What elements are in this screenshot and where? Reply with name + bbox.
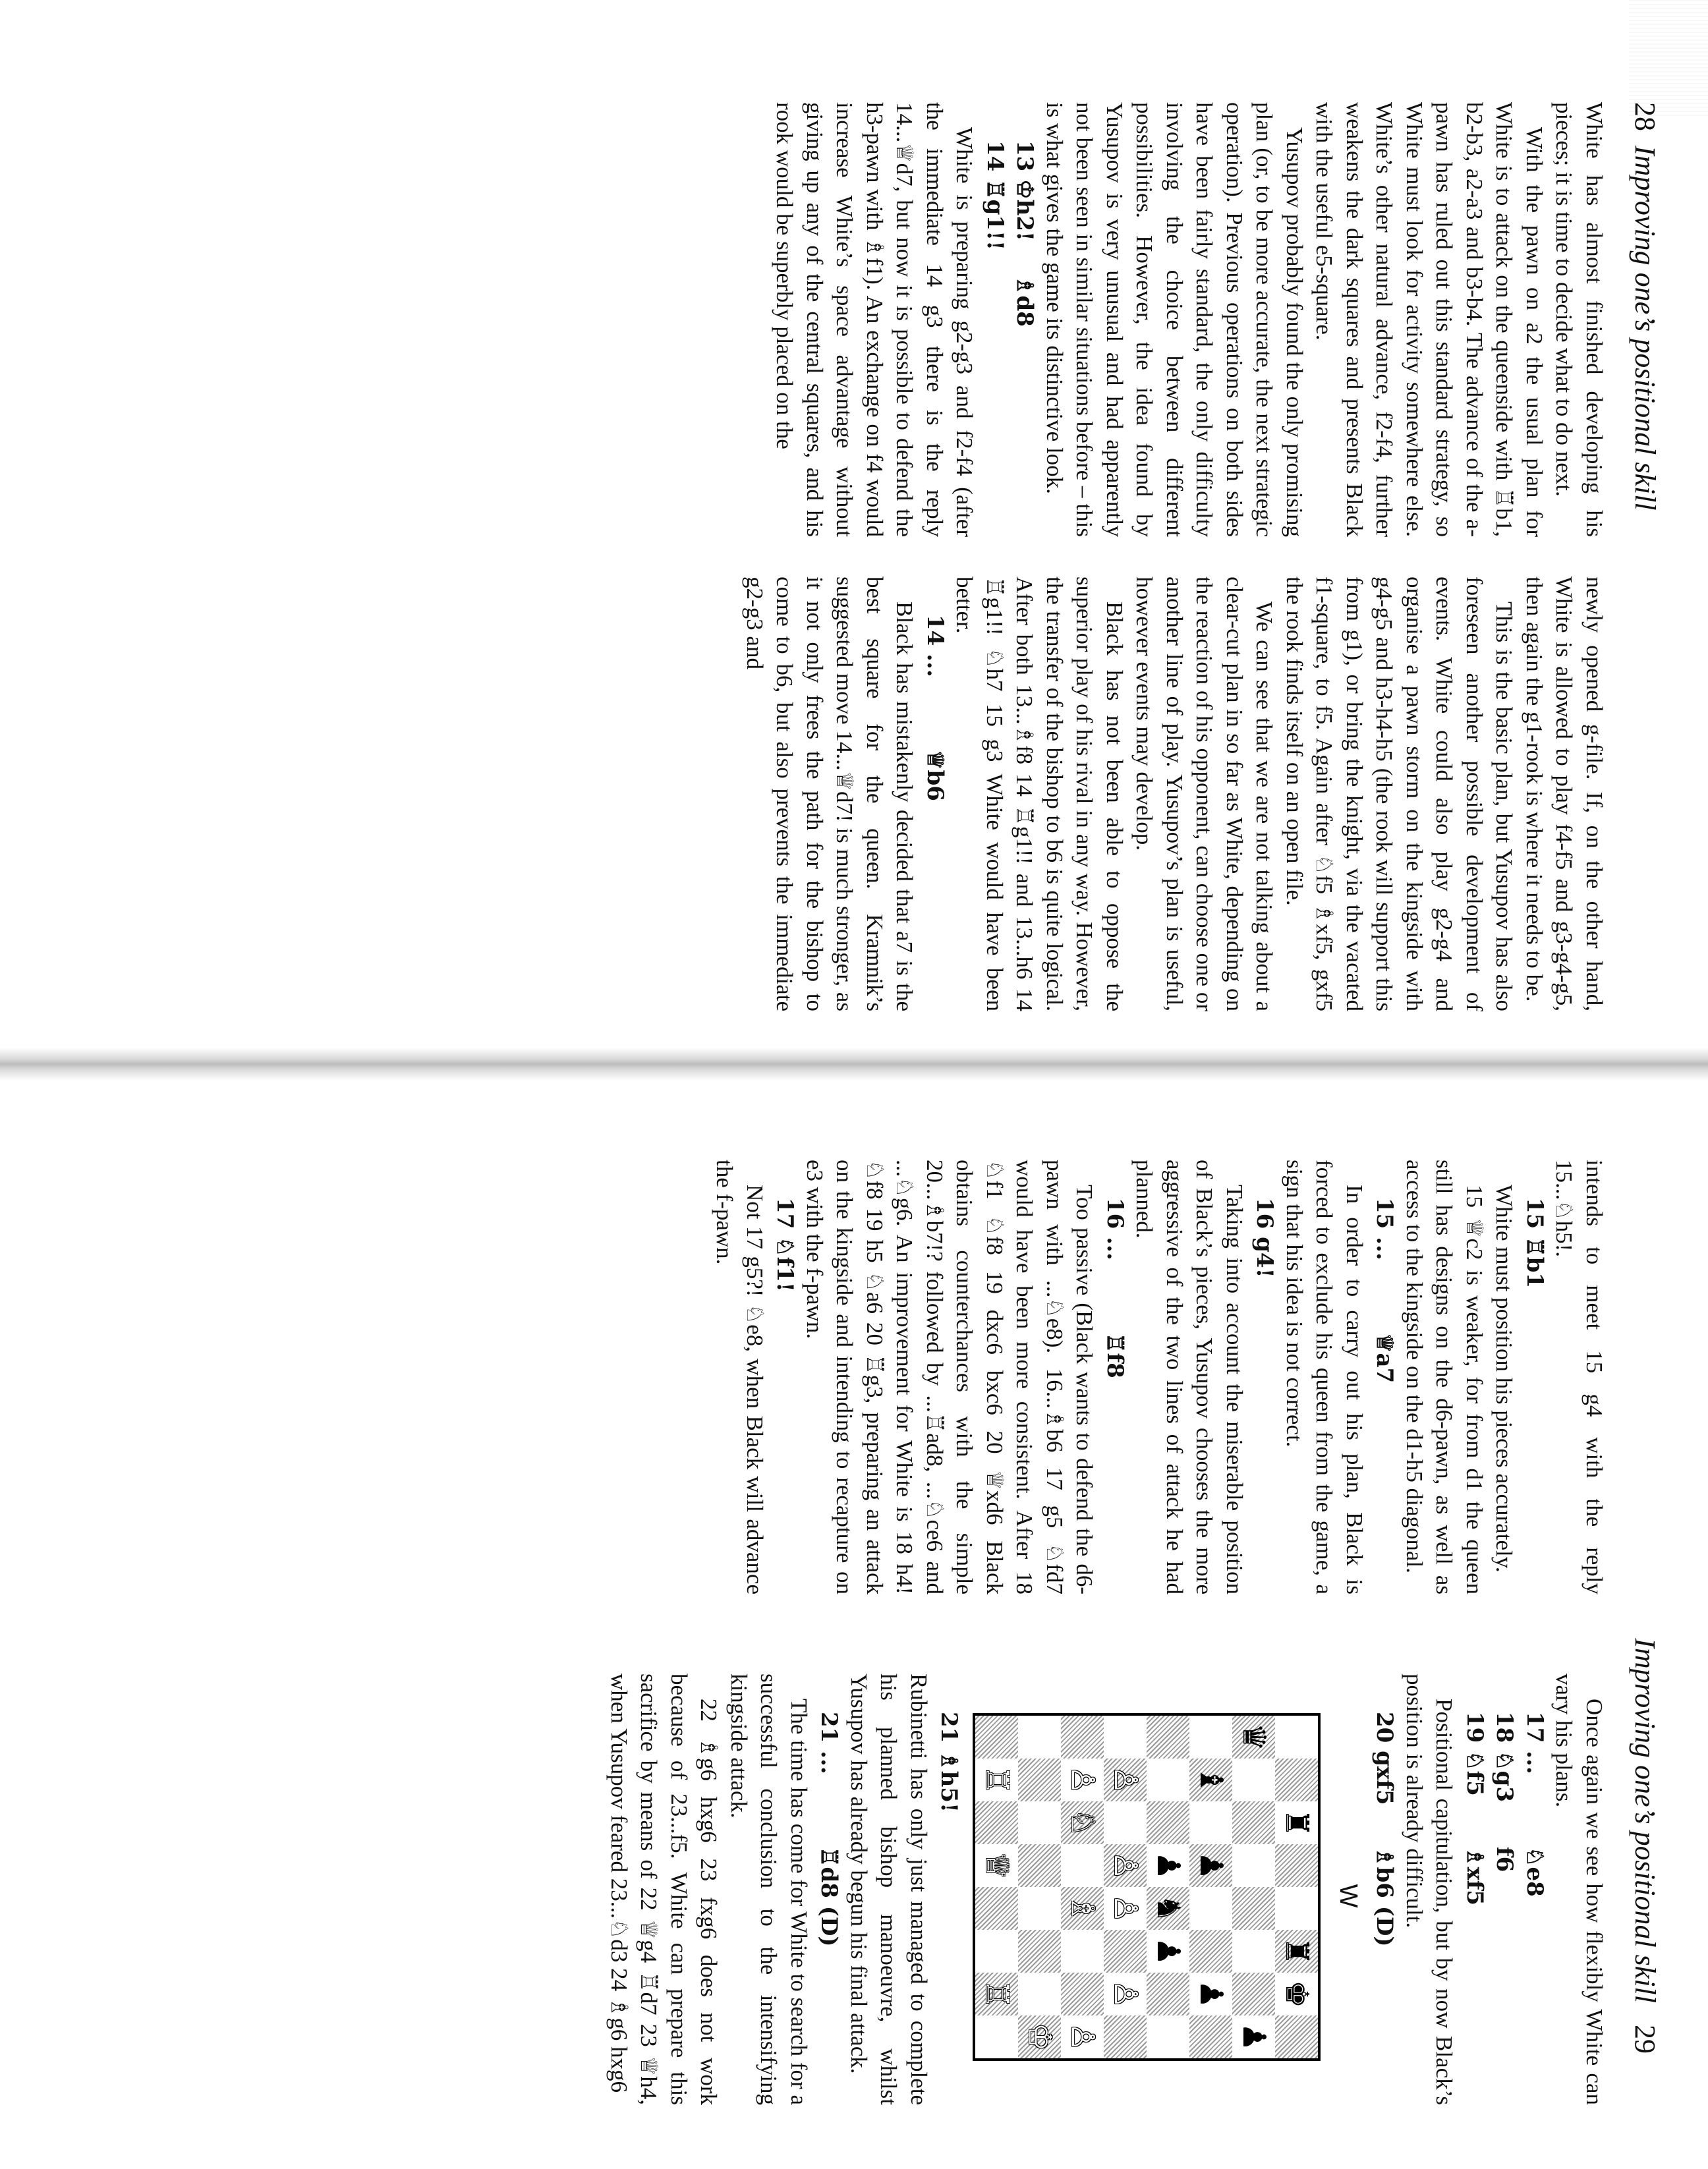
board-square bbox=[1233, 1844, 1276, 1887]
right-running-head bbox=[1628, 1638, 1662, 2054]
white-move: 21 ... bbox=[816, 1712, 843, 1774]
board-square bbox=[1019, 1930, 1062, 1973]
left-page bbox=[0, 0, 1708, 1048]
white-rook-icon: ♖ bbox=[979, 1765, 1015, 1795]
chess-diagram bbox=[973, 1713, 1363, 2105]
paragraph: With the pawn on a2 the usual plan for White is to attack on the queenside with ♖b1, b2-b3, a2-a3 and b3-b4. The advance of the a-pawn has ruled out this standard strategy, so White must look for activity somewhere else. White’s other natural advance, f2-f4, further weakens the dark squares and presents Black with the useful e5-square. bbox=[1311, 102, 1547, 537]
board-square bbox=[1019, 2015, 1062, 2058]
board-square bbox=[1062, 1930, 1104, 1973]
paragraph: 22 ♗g6 hxg6 23 fxg6 does not work because of 23...f5. White can prepare this sacrifice by means of 22 ♕g4 ♖d7 23 ♕h4, when Yusupov feared 23...♘d3 24 ♗g6 hxg6 bbox=[606, 1674, 722, 2105]
white-pawn-icon: ♙ bbox=[1107, 1851, 1144, 1880]
paragraph: 15 ♕c2 is weaker, for from d1 the queen still has designs on the d6-pawn, as well as access to the kingside on the d1-h5 diagonal. bbox=[1402, 1160, 1487, 1594]
left-column-2 bbox=[740, 577, 1610, 1011]
paragraph: We can see that we are not talking about a clear-cut plan in so far as White, depending on the reaction of his opponent, can choose one or another line of play. Yusupov’s plan is useful, however events may develop. bbox=[1131, 577, 1278, 1011]
board-square bbox=[1233, 1887, 1276, 1930]
move-line bbox=[1369, 1160, 1400, 1594]
board-square bbox=[1147, 1844, 1190, 1887]
black-move: f6 bbox=[1491, 1847, 1518, 1873]
black-knight-icon: ♞ bbox=[1150, 1894, 1187, 1923]
white-move: 15 ♖b1 bbox=[1522, 1198, 1548, 1289]
black-move: ♕a7 bbox=[1371, 1333, 1398, 1384]
board-square bbox=[1147, 1759, 1190, 1801]
board-square bbox=[976, 1716, 1019, 1759]
board-square bbox=[1233, 1801, 1276, 1844]
white-pawn-icon: ♙ bbox=[1107, 1979, 1144, 2009]
board-square bbox=[1276, 1759, 1319, 1801]
right-column-2 bbox=[604, 1674, 1610, 2105]
board-square bbox=[1276, 1973, 1319, 2015]
paragraph: Taking into account the miserable position of Black’s pieces, Yusupov chooses the more aggressive of the two lines of attack he had planned. bbox=[1131, 1160, 1247, 1594]
move-line bbox=[934, 1674, 964, 2105]
board-square bbox=[1062, 2015, 1104, 2058]
board-square bbox=[1276, 1844, 1319, 1887]
paragraph: Not 17 g5?! ♘e8, when Black will advance the f-pawn. bbox=[712, 1160, 768, 1594]
board-square bbox=[1019, 1759, 1062, 1801]
white-bishop-icon: ♗ bbox=[1064, 1894, 1101, 1923]
paragraph: In order to carry out his plan, Black is forced to exclude his queen from the game, a sign that his idea is not correct. bbox=[1282, 1160, 1367, 1594]
paragraph: This is the basic plan, but Yusupov has also foreseen another possible development of events. White could also play g2-g4 and organise a pawn storm on the kingside with g4-g5 and h3-h4-h5 (the rook will support this from g1), or bring the knight, via the vacated f1-square, to f5. Again after ♘f5 ♗xf5, gxf5 the rook finds itself on an open file. bbox=[1282, 577, 1518, 1011]
move-line bbox=[814, 1674, 844, 2105]
board-square bbox=[1147, 1887, 1190, 1930]
move-line bbox=[1010, 102, 1040, 537]
board-square bbox=[1104, 1844, 1147, 1887]
white-move: 14 ... bbox=[922, 615, 948, 677]
board-square bbox=[1233, 1716, 1276, 1759]
white-move: 15 ... bbox=[1371, 1198, 1398, 1260]
paragraph: newly opened g-file. If, on the other hand, White is allowed to play f4-f5 and g3-g4-g5, then again the g1-rook is where it needs to be. bbox=[1522, 577, 1607, 1011]
move-line bbox=[1520, 1674, 1550, 2105]
black-move: ♗xf5 bbox=[1462, 1847, 1488, 1906]
white-move: 13 ♔h2! bbox=[1011, 140, 1039, 241]
board-square bbox=[1276, 1930, 1319, 1973]
board-square bbox=[976, 2015, 1019, 2058]
white-move: 17 ... bbox=[1522, 1712, 1548, 1774]
board-square bbox=[976, 1930, 1019, 1973]
board-square bbox=[1233, 1973, 1276, 2015]
paragraph: intends to meet 15 g4 with the reply 15...♘h5!. bbox=[1551, 1160, 1607, 1594]
board-square bbox=[1147, 1973, 1190, 2015]
paragraph: Black has mistakenly decided that a7 is the best square for the queen. Kramnik’s suggested move 14...♕d7! is much stronger, as it not only frees the path for the bishop to come to b6, but also prevents the immediate g2-g3 and bbox=[742, 577, 918, 1011]
paragraph: White must position his pieces accurately. bbox=[1491, 1185, 1518, 1573]
board-square bbox=[1190, 1801, 1233, 1844]
board-square bbox=[1019, 1973, 1062, 2015]
board-square bbox=[1019, 1801, 1062, 1844]
white-king-icon: ♔ bbox=[1021, 2022, 1058, 2052]
black-move: ♕b6 bbox=[922, 750, 948, 801]
paragraph: Too passive (Black wants to defend the d6-pawn with ...♘e8). 16...♗b6 17 g5 ♘fd7 would have been more consistent. After 18 ♘f1 ♘f8 19 dxc6 bxc6 20 ♕xd6 Black obtains counterchances with the simple 20...♗b7!? followed by ...♖ad8, ...♘ce6 and ...♘g6. An improvement for White is 18 h4! ♘f8 19 h5 ♘a6 20 ♖g3, preparing an attack on the kingside and intending to recapture on e3 with the f-pawn. bbox=[802, 1160, 1098, 1594]
right-page-number: 29 bbox=[1629, 2025, 1661, 2054]
board-square bbox=[976, 1973, 1019, 2015]
board-square bbox=[976, 1844, 1019, 1887]
board-square bbox=[1104, 1887, 1147, 1930]
black-pawn-icon: ♟ bbox=[1236, 2022, 1272, 2052]
black-rook-icon: ♜ bbox=[1278, 1808, 1315, 1838]
right-page bbox=[0, 1081, 1708, 2169]
paragraph: Rubinetti has only just managed to complete his planned bishop manoeuvre, whilst Yusupov has already begun his final attack. bbox=[846, 1674, 932, 2105]
board-square bbox=[1233, 1930, 1276, 1973]
left-running-head bbox=[1628, 102, 1662, 511]
board-square bbox=[1190, 2015, 1233, 2058]
black-rook-icon: ♜ bbox=[1278, 1936, 1315, 1966]
white-move: 20 gxf5 bbox=[1371, 1712, 1398, 1805]
white-move: 19 ♘f5 bbox=[1462, 1712, 1488, 1796]
right-running-title: Improving one’s positional skill bbox=[1629, 1638, 1661, 2003]
left-running-title: Improving one’s positional skill bbox=[1629, 146, 1661, 511]
white-move: 21 ♗h5! bbox=[936, 1712, 963, 1813]
board-square bbox=[1190, 1887, 1233, 1930]
board-square bbox=[1147, 1930, 1190, 1973]
black-move: ♗d8 bbox=[1011, 275, 1039, 327]
black-king-icon: ♚ bbox=[1278, 1979, 1315, 2009]
chess-board bbox=[973, 1713, 1321, 2061]
black-bishop-icon: ♝ bbox=[1193, 1765, 1230, 1795]
board-square bbox=[1276, 1716, 1319, 1759]
move-line bbox=[1369, 1674, 1400, 2105]
board-square bbox=[1019, 1716, 1062, 1759]
move-line bbox=[1520, 1160, 1550, 1594]
black-pawn-icon: ♟ bbox=[1150, 1936, 1187, 1966]
move-line bbox=[1100, 1160, 1130, 1594]
board-square bbox=[1062, 1844, 1104, 1887]
black-pawn-icon: ♟ bbox=[1193, 1851, 1230, 1880]
white-pawn-icon: ♙ bbox=[1064, 2022, 1101, 2052]
white-move: 14 ♖g1!! bbox=[982, 140, 1008, 250]
board-square bbox=[1190, 1973, 1233, 2015]
black-move: ♘e8 bbox=[1522, 1847, 1548, 1897]
white-knight-icon: ♘ bbox=[1064, 1808, 1101, 1838]
board-square bbox=[1104, 1801, 1147, 1844]
paragraph: White has almost finished developing his pieces; it is time to decide what to do next. bbox=[1551, 102, 1607, 537]
board-square bbox=[1062, 1887, 1104, 1930]
black-move: ♗b6 (D) bbox=[1371, 1847, 1398, 1947]
move-line bbox=[770, 1160, 800, 1594]
move-line bbox=[1249, 1160, 1280, 1594]
board-square bbox=[976, 1759, 1019, 1801]
board-square bbox=[1190, 1930, 1233, 1973]
move-line bbox=[1489, 1674, 1520, 2105]
left-page-number: 28 bbox=[1629, 102, 1661, 131]
board-square bbox=[976, 1887, 1019, 1930]
board-square bbox=[1233, 2015, 1276, 2058]
paragraph: White is preparing g2-g3 and f2-f4 (after the immediate 14 g3 there is the reply 14...♕d7, but now it is possible to defend the h3-pawn with ♗f1). An exchange on f4 would increase White’s space advantage without giving up any of the central squares, and his rook would be superbly placed on the bbox=[772, 102, 978, 537]
white-rook-icon: ♖ bbox=[979, 1979, 1015, 2009]
white-pawn-icon: ♙ bbox=[1107, 1765, 1144, 1795]
paragraph: Positional capitulation, but by now Black’s position is already difficult. bbox=[1402, 1674, 1458, 2105]
black-pawn-icon: ♟ bbox=[1150, 1851, 1187, 1880]
board-square bbox=[1190, 1716, 1233, 1759]
white-queen-icon: ♕ bbox=[979, 1851, 1015, 1880]
board-square bbox=[1276, 2015, 1319, 2058]
board-square bbox=[1062, 1801, 1104, 1844]
board-square bbox=[1104, 2015, 1147, 2058]
board-square bbox=[1104, 1759, 1147, 1801]
move-line bbox=[1460, 1674, 1490, 2105]
board-square bbox=[1190, 1844, 1233, 1887]
paragraph: Black has not been able to oppose the superior play of his rival in any way. However, the transfer of the bishop to b6 is quite logical. After both 13...♗f8 14 ♖g1!! and 13...h6 14 ♖g1!! ♘h7 15 g3 White would have been better. bbox=[952, 577, 1127, 1011]
board-square bbox=[1104, 1930, 1147, 1973]
board-square bbox=[1019, 1887, 1062, 1930]
board-square bbox=[1233, 1759, 1276, 1801]
board-square bbox=[1062, 1973, 1104, 2015]
board-square bbox=[1062, 1716, 1104, 1759]
white-move: 17 ♘f1! bbox=[772, 1198, 799, 1292]
board-square bbox=[1019, 1844, 1062, 1887]
move-line bbox=[920, 577, 950, 1011]
board-square bbox=[1276, 1887, 1319, 1930]
book-gutter bbox=[0, 1048, 1708, 1081]
black-queen-icon: ♛ bbox=[1236, 1722, 1272, 1752]
right-column-1 bbox=[710, 1160, 1609, 1594]
black-pawn-icon: ♟ bbox=[1193, 1979, 1230, 2009]
black-move: ♖d8 (D) bbox=[816, 1847, 843, 1947]
board-square bbox=[1147, 2015, 1190, 2058]
paragraph: Yusupov probably found the only promising plan (or, to be more accurate, the next strategic operation). Previous operations on both sides have been fairly standard, the only difficulty involving the choice between different possibilities. However, the idea found by Yusupov is very unusual and had apparently not been seen in similar situations before – this is what gives the game its distinctive look. bbox=[1042, 102, 1307, 537]
white-move: 18 ♘g3 bbox=[1491, 1712, 1518, 1803]
board-square bbox=[1276, 1801, 1319, 1844]
diagram-side-to-move: W bbox=[1334, 1884, 1362, 1908]
board-square bbox=[1062, 1759, 1104, 1801]
board-square bbox=[976, 1801, 1019, 1844]
paragraph: The time has come for White to search for a successful conclusion to the intensifying kingside attack. bbox=[726, 1674, 812, 2105]
paragraph: Once again we see how flexibly White can vary his plans. bbox=[1551, 1674, 1607, 2105]
white-move: 16 g4! bbox=[1251, 1198, 1278, 1278]
board-square bbox=[1104, 1716, 1147, 1759]
move-line bbox=[980, 102, 1010, 537]
white-pawn-icon: ♙ bbox=[1107, 1894, 1144, 1923]
board-square bbox=[1147, 1716, 1190, 1759]
left-column-1 bbox=[770, 102, 1609, 537]
board-square bbox=[1104, 1973, 1147, 2015]
board-square bbox=[1147, 1801, 1190, 1844]
white-pawn-icon: ♙ bbox=[1064, 1765, 1101, 1795]
black-move: ♖f8 bbox=[1102, 1333, 1128, 1378]
white-move: 16 ... bbox=[1102, 1198, 1128, 1260]
board-square bbox=[1190, 1759, 1233, 1801]
